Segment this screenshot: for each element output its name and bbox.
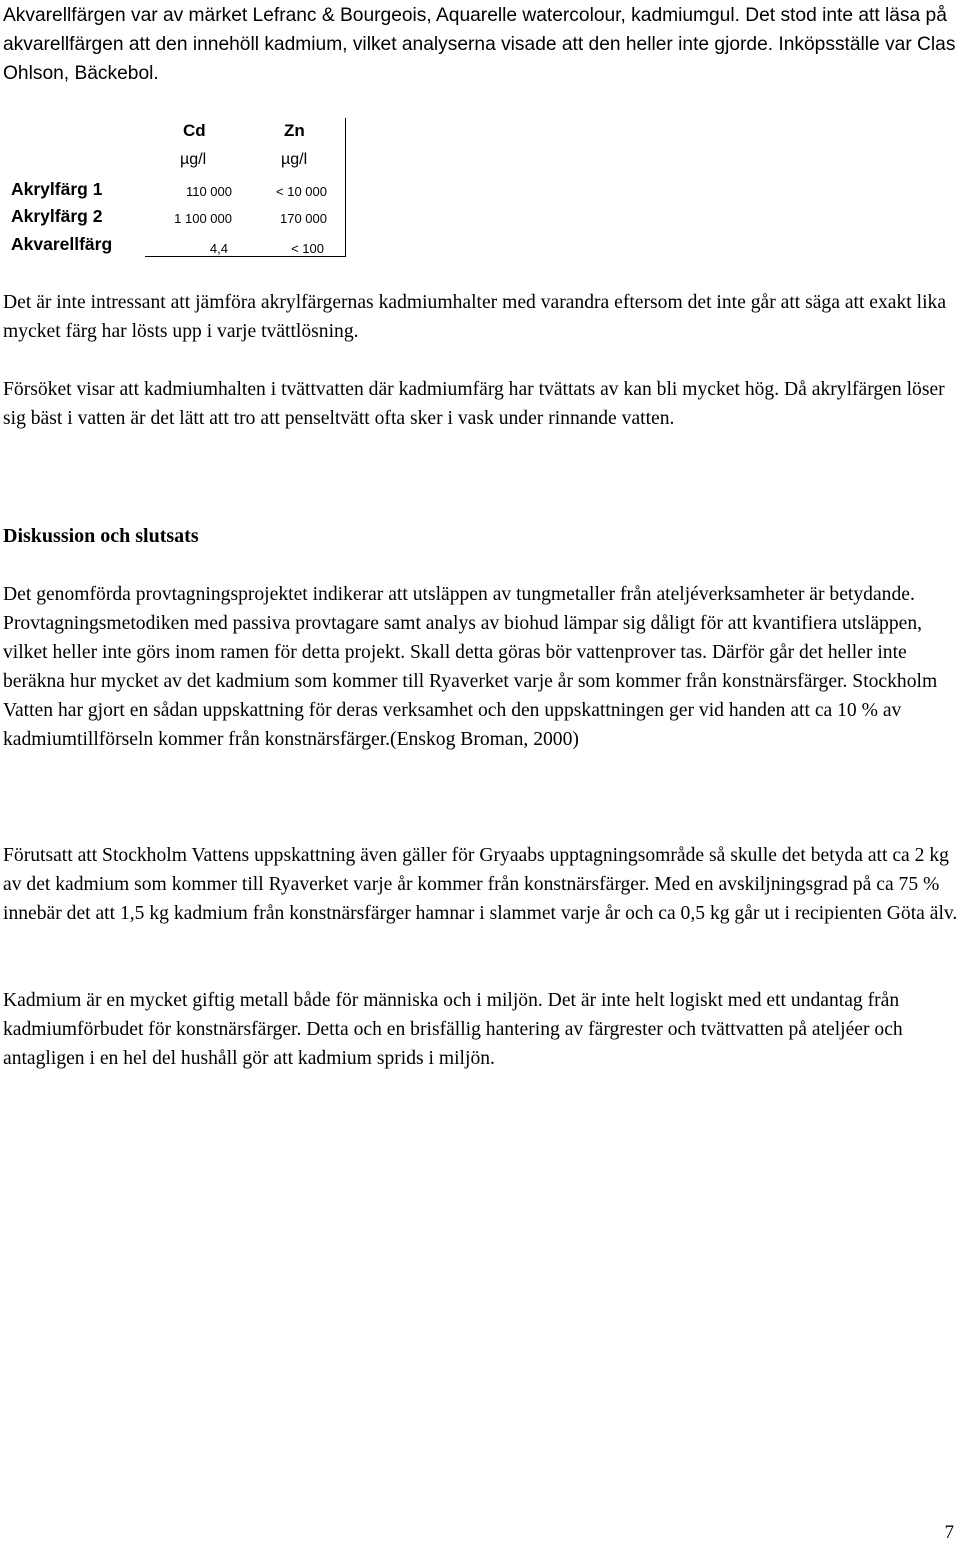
col-unit-zn: µg/l: [281, 151, 308, 168]
row-label: Akvarellfärg: [11, 234, 113, 254]
col-header-zn: Zn: [284, 121, 305, 140]
cell-cd: 110 000: [185, 184, 232, 199]
page-number: 7: [944, 1522, 954, 1543]
col-header-cd: Cd: [183, 121, 206, 140]
row-label: Akrylfärg 1: [11, 179, 103, 199]
cell-zn: < 100: [291, 241, 324, 256]
col-unit-cd: µg/l: [180, 151, 207, 168]
cell-zn: 170 000: [280, 211, 327, 226]
cell-cd: 1 100 000: [174, 211, 232, 226]
cell-cd: 4,4: [209, 241, 228, 256]
paragraph: Försöket visar att kadmiumhalten i tvättvatten där kadmiumfärg har tvättats av kan bli mycket hög. Då akrylfärgen löser sig bäst i vatten är det lätt att tro att penseltvätt ofta sker i vask under rinnande vatten.: [3, 379, 945, 429]
cell-zn: < 10 000: [276, 184, 327, 199]
section-heading: Diskussion och slutsats: [3, 525, 199, 547]
results-table: [0, 118, 360, 263]
paragraph: Förutsatt att Stockholm Vattens uppskattning även gäller för Gryaabs upptagningsområde så skulle det betyda att ca 2 kg av det kadmium som kommer till Ryaverket varje år kommer från konstnärsfärger. Med en avskiljningsgrad på ca 75 % innebär det att 1,5 kg kadmium från konstnärsfärger hamnar i slammet varje år och ca 0,5 kg går ut i recipienten Göta älv.: [3, 845, 958, 924]
row-label: Akrylfärg 2: [11, 206, 103, 226]
intro-paragraph: Akvarellfärgen var av märket Lefranc & Bourgeois, Aquarelle watercolour, kadmiumgul. Det stod inte att läsa på akvarellfärgen att den innehöll kadmium, vilket analyserna visade att den heller inte gjorde. Inköpsställe var Clas Ohlson, Bäckebol.: [3, 5, 956, 84]
paragraph: Kadmium är en mycket giftig metall både för människa och i miljön. Det är inte helt logiskt med ett undantag från kadmiumförbudet för konstnärsfärger. Detta och en brisfällig hantering av färgrester och tvättvatten på ateljéer och antagligen i en hel del hushåll gör att kadmium sprids i miljön.: [3, 990, 903, 1069]
paragraph: Det är inte intressant att jämföra akrylfärgernas kadmiumhalter med varandra eftersom det inte går att säga att exakt lika mycket färg har lösts upp i varje tvättlösning.: [3, 292, 947, 342]
paragraph: Det genomförda provtagningsprojektet indikerar att utsläppen av tungmetaller från ateljéverksamheter är betydande. Provtagningsmetodiken med passiva provtagare samt analys av biohud lämpar sig dåligt för att kvantifiera utsläppen, vilket heller inte görs inom ramen för detta projekt. Skall detta göras bör vattenprover tas. Därför går det heller inte beräkna hur mycket av det kadmium som kommer till Ryaverket varje år som kommer från konstnärsfärger. Stockholm Vatten har gjort en sådan uppskattning för deras verksamhet och den uppskattningen ger vid handen att ca 10 % av kadmiumtillförseln kommer från konstnärsfärger.(Enskog Broman, 2000): [3, 584, 938, 750]
